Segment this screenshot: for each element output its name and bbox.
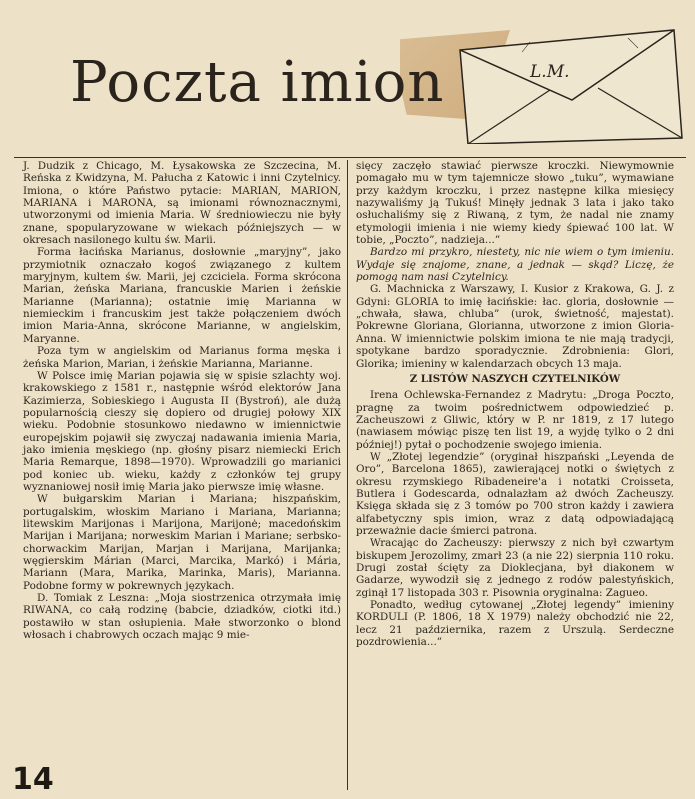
paragraph: Wracając do Zacheuszy: pierwszy z nich był czwartym biskupem Jerozolimy, zmarł 23 (a nie 22) sierpnia 110 roku. Drugi został ścięty za Dioklecjana, był diakonem w Gadarze, wywodził się z jednego z rodów palestyńskich, zginął 17 listopada 303 r. Pisownia oryginalna: Zagueo. (356, 537, 674, 599)
column-divider (347, 160, 348, 790)
paragraph: Poza tym w angielskim od Marianus forma męska i żeńska Marion, Marian, i żeńskie Marianna, Marianne. (23, 345, 341, 370)
header-rule (14, 157, 686, 158)
page-title: Poczta imion (70, 50, 445, 115)
paragraph: D. Tomiak z Leszna: „Moja siostrzenica otrzymała imię RIWANA, co całą rodzinę (babcie, dziadków, ciotki itd.) postawiło w stan osłupienia. Małe stworzonko o blond włosach i chabrowych oczach mając 9 mie- (23, 592, 341, 642)
right-column (356, 160, 674, 648)
paragraph: Ponadto, według cytowanej „Złotej legendy” imieniny KORDULI (P. 1806, 18 X 1979) należy obchodzić nie 22, lecz 21 października, razem z Urszulą. Serdeczne pozdrowienia...” (356, 599, 674, 649)
paragraph: Irena Ochlewska-Fernandez z Madrytu: „Droga Poczto, pragnę za twoim pośrednictwem odpowiedzieć p. Zacheuszowi z Gliwic, który w P. nr 1819, z 17 lutego (nawiasem mówiąc piszę ten list 19, a wyjdę tylko o 2 dni później!) pytał o pochodzenie swojego imienia. (356, 389, 674, 451)
paragraph: Bardzo mi przykro, niestety, nic nie wiem o tym imieniu. Wydaje się znajome, znane, a jednak — skąd? Liczę, że pomogą nam nasi Czytelnicy. (356, 246, 674, 284)
left-column (23, 160, 341, 641)
envelope-icon (452, 22, 687, 144)
envelope-signature: L.M. (530, 62, 570, 82)
paragraph: sięcy zaczęło stawiać pierwsze kroczki. Niewymownie pomagało mu w tym tajemnicze słowo „tuku”, wymawiane przy każdym kroczku, i przez następne kilka miesięcy nazywaliśmy ją Tukuś! Minęły jednak 3 lata i jako tako osłuchaliśmy się z Riwaną, z tym, że nadal nie znamy etymologii imienia i nie wiemy kiedy śpiewać 100 lat. W tobie, „Poczto”, nadzieja...” (356, 160, 674, 247)
column-header (0, 0, 695, 158)
paragraph: Forma łacińska Marianus, dosłownie „maryjny”, jako przymiotnik oznaczało kogoś związanego z kultem maryjnym, kultem św. Marii, jej czciciela. Forma skrócona Marian, żeńska Mariana, francuskie Marien i żeńskie Marianne (Marianna); ostatnie imię Marianna w niemieckim i francuskim jest także połączeniem dwóch imion Maria-Anna, skrócone Marianne, w angielskim, Maryanne. (23, 246, 341, 345)
paragraph: J. Dudzik z Chicago, M. Łysakowska ze Szczecina, M. Reńska z Kwidzyna, M. Pałucha z Katowic i inni Czytelnicy. Imiona, o które Państwo pytacie: MARIAN, MARION, MARIANA i MARONA, są imionami równoznacznymi, utworzonymi od imienia Maria. W średniowieczu nie były znane, spopularyzowane w wiekach późniejszych — w okresach nasilonego kultu św. Marii. (23, 160, 341, 247)
paragraph: W „Złotej legendzie” (oryginał hiszpański „Leyenda de Oro”, Barcelona 1865), zawierającej notki o świętych z okresu rzymskiego Ribadeneire'a i notatki Croisseta, Butlera i Godescarda, odnalazłam aż dwóch Zacheuszy. Księga składa się z 3 tomów po 700 stron każdy i zawiera alfabetyczny spis imion, wraz z datą odpowiadającą przeważnie dacie śmierci patrona. (356, 450, 674, 537)
paragraph: W Polsce imię Marian pojawia się w spisie szlachty woj. krakowskiego z 1581 r., następnie wśród elektorów Jana Kazimierza, Sobieskiego i Augusta II (Bystroń), ale dużą popularnością cieszy się dopiero od drugiej połowy XIX wieku. Podobnie stosunkowo niedawno w imiennictwie europejskim pojawił się zwyczaj nadawania imienia Maria, jako imienia męskiego (np. głośny pisarz niemiecki Erich Maria Remarque, 1898—1970). Wprowadzili go marianici pod koniec ub. wieku, każdy z członków tej grupy wyznaniowej nosił imię Maria jako pierwsze imię własne. (23, 369, 341, 493)
paragraph: W bułgarskim Marian i Mariana; hiszpańskim, portugalskim, włoskim Mariano i Mariana, Marianna; litewskim Marijonas i Marijona, Marijonė; macedońskim Marijan i Marijana; norweskim Marian i Marianе; serbsko-chorwackim Marijan, Marjan i Marijana, Marijanka; węgierskim Márian (Marci, Marcika, Markó) i Mária, Mariann (Mara, Marika, Marinka, Maris), Marianna. Podobne formy w pokrewnych językach. (23, 493, 341, 592)
section-heading: Z LISTÓW NASZYCH CZYTELNIKÓW (409, 372, 621, 385)
paragraph: G. Machnicka z Warszawy, I. Kusior z Krakowa, G. J. z Gdyni: GLORIA to imię łacińskie: łac. gloria, dosłownie — „chwała, sława, chluba” (urok, świetność, majestat). Pokrewne Gloriana, Glorianna, utworzone z imion Gloria-Anna. W imiennictwie polskim imiona te nie mają tradycji, spotykane bardzo sporadycznie. Zdrobnienia: Glori, Glorika; imieniny w kalendarzach obcych 13 maja. (356, 283, 674, 370)
page-number: 14 (12, 762, 54, 797)
